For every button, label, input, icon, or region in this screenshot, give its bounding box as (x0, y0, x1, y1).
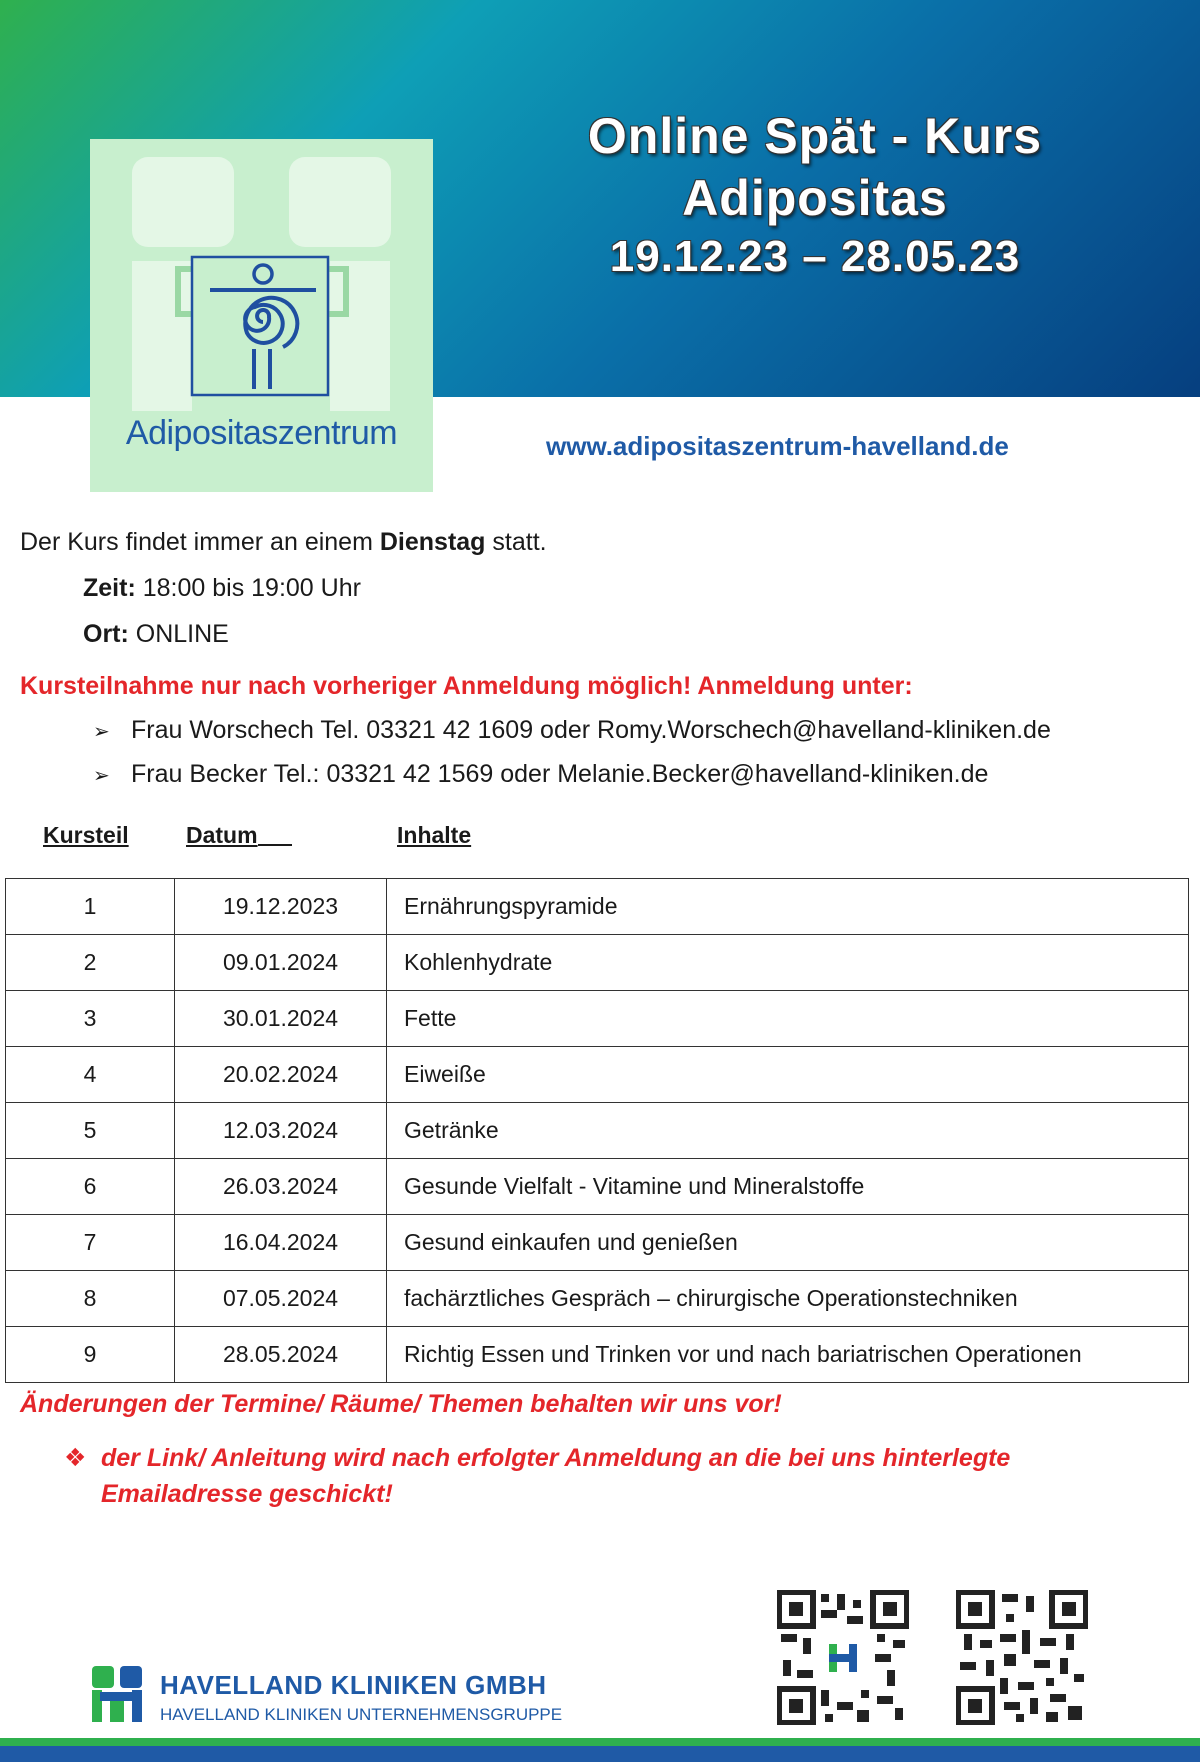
cell-part: 8 (6, 1271, 175, 1327)
cell-part: 4 (6, 1047, 175, 1103)
title-line-1: Online Spät - Kurs (587, 108, 1043, 164)
table-row (6, 1103, 1189, 1159)
table-row (6, 1327, 1189, 1383)
cell-content: Eiweiße (387, 1047, 1189, 1103)
cell-part: 7 (6, 1215, 175, 1271)
cell-date: 16.04.2024 (175, 1215, 387, 1271)
place-value: ONLINE (128, 620, 229, 648)
title-line-2: Adipositas (682, 170, 948, 226)
cell-part: 3 (6, 991, 175, 1047)
column-header-content: Inhalte (397, 822, 472, 848)
website-link[interactable]: www.adipositaszentrum-havelland.de (546, 431, 1009, 461)
cell-date: 09.01.2024 (175, 935, 387, 991)
link-notice (64, 1440, 1124, 1512)
place-detail (83, 620, 229, 649)
arrow-bullet-icon: ➢ (93, 765, 110, 787)
changes-notice: Änderungen der Termine/ Räume/ Themen behalten wir uns vor! (20, 1390, 782, 1418)
course-date-range: 19.12.23 – 28.05.23 (609, 232, 1021, 281)
qr-code-icon[interactable] (956, 1590, 1088, 1725)
cell-part: 1 (6, 879, 175, 935)
company-subtitle: HAVELLAND KLINIKEN UNTERNEHMENSGRUPPE (160, 1705, 563, 1724)
cell-content: Getränke (387, 1103, 1189, 1159)
table-row (6, 991, 1189, 1047)
table-row (6, 879, 1189, 935)
contact-item (93, 760, 988, 789)
column-header-part: Kursteil (43, 822, 129, 848)
cell-content: fachärztliches Gespräch – chirurgische Operationstechniken (387, 1271, 1189, 1327)
contact-text: Frau Worschech Tel. 03321 42 1609 oder Romy.Worschech@havelland-kliniken.de (131, 716, 1051, 744)
intro-text (20, 528, 547, 557)
havelland-kliniken-logo-icon (92, 1666, 150, 1722)
time-value: 18:00 bis 19:00 Uhr (135, 574, 361, 602)
cell-date: 20.02.2024 (175, 1047, 387, 1103)
table-row (6, 1047, 1189, 1103)
cell-content: Kohlenhydrate (387, 935, 1189, 991)
arrow-bullet-icon: ➢ (93, 721, 110, 743)
table-row (6, 935, 1189, 991)
time-detail (83, 574, 361, 603)
company-name: HAVELLAND KLINIKEN GMBH (160, 1670, 547, 1700)
cell-part: 6 (6, 1159, 175, 1215)
footer-stripe-blue (0, 1746, 1200, 1762)
cell-date: 19.12.2023 (175, 879, 387, 935)
intro-suffix: statt. (485, 528, 547, 556)
registration-notice: Kursteilnahme nur nach vorheriger Anmeldung möglich! Anmeldung unter: (20, 672, 913, 700)
adipositaszentrum-logo (90, 139, 433, 492)
cell-content: Ernährungspyramide (387, 879, 1189, 935)
cell-date: 28.05.2024 (175, 1327, 387, 1383)
intro-prefix: Der Kurs findet immer an einem (20, 528, 380, 556)
cell-part: 5 (6, 1103, 175, 1159)
cell-part: 9 (6, 1327, 175, 1383)
cell-date: 07.05.2024 (175, 1271, 387, 1327)
cell-content: Fette (387, 991, 1189, 1047)
column-header-date (186, 822, 292, 849)
diamond-bullet-icon: ❖ (64, 1444, 87, 1472)
table-row (6, 1159, 1189, 1215)
place-label: Ort: (83, 620, 129, 648)
cell-date: 26.03.2024 (175, 1159, 387, 1215)
cell-part: 2 (6, 935, 175, 991)
table-row (6, 1215, 1189, 1271)
cell-date: 30.01.2024 (175, 991, 387, 1047)
contact-item (93, 716, 1051, 745)
column-header-date-label: Datum (186, 822, 258, 848)
table-row (6, 1271, 1189, 1327)
qr-code-icon[interactable] (777, 1590, 909, 1725)
footer-stripe-green (0, 1738, 1200, 1746)
logo-wordmark: Adipositaszentrum (125, 414, 398, 452)
cell-content: Gesund einkaufen und genießen (387, 1215, 1189, 1271)
cell-date: 12.03.2024 (175, 1103, 387, 1159)
link-notice-text: der Link/ Anleitung wird nach erfolgter Anmeldung an die bei uns hinterlegte Emailadresse geschickt! (101, 1444, 1011, 1508)
intro-day: Dienstag (379, 528, 486, 556)
contact-text: Frau Becker Tel.: 03321 42 1569 oder Melanie.Becker@havelland-kliniken.de (131, 760, 989, 788)
course-title (500, 105, 1130, 285)
time-label: Zeit: (83, 574, 136, 602)
schedule-table (5, 878, 1189, 1383)
cell-content: Richtig Essen und Trinken vor und nach bariatrischen Operationen (387, 1327, 1189, 1383)
cell-content: Gesunde Vielfalt - Vitamine und Mineralstoffe (387, 1159, 1189, 1215)
